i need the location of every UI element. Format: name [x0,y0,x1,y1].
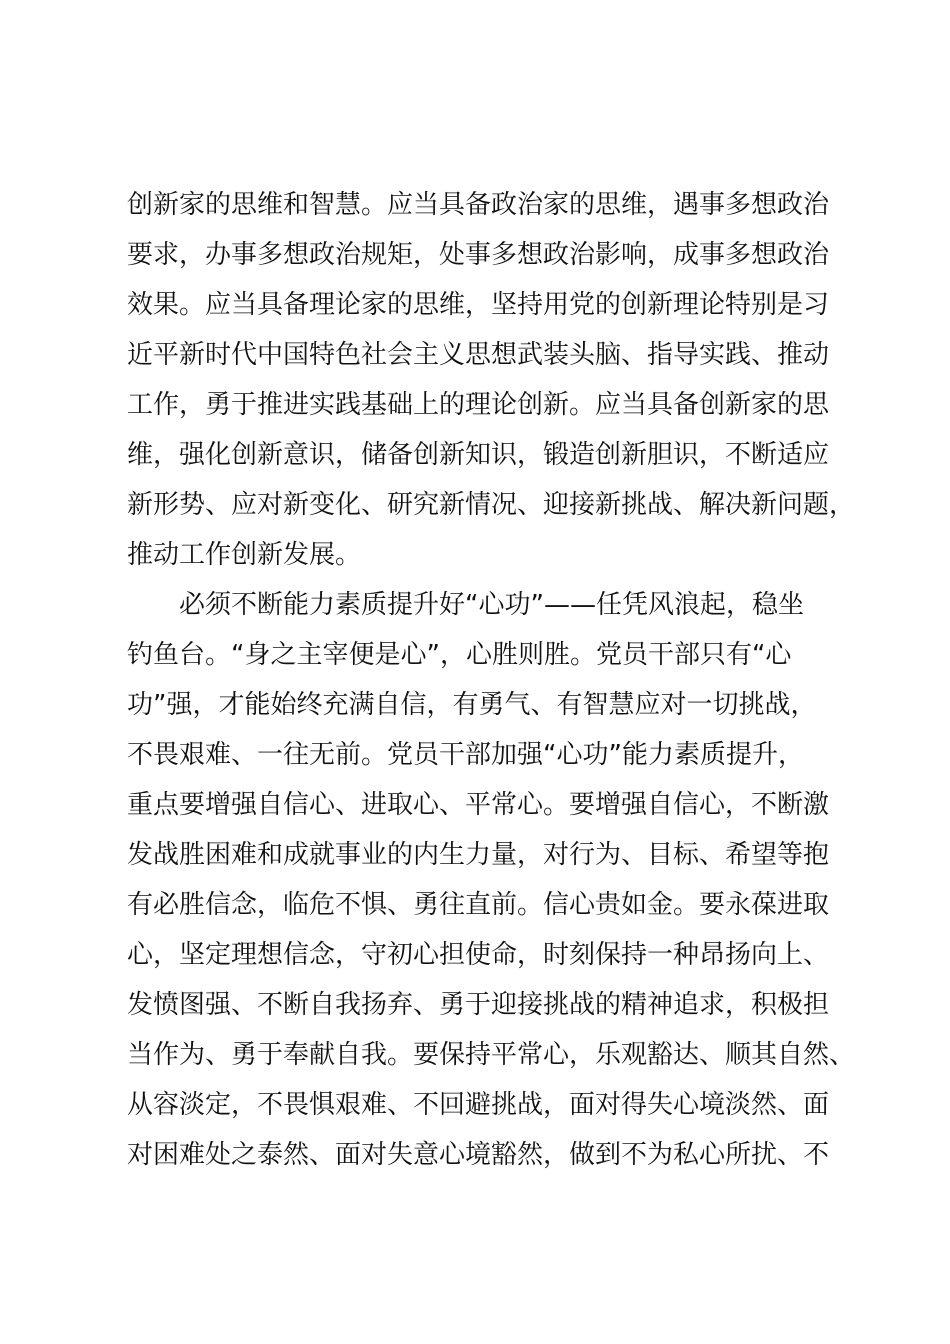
text-line: 要求，办事多想政治规矩，处事多想政治影响，成事多想政治 [127,240,830,270]
text-line: 创新家的思维和智慧。应当具备政治家的思维，遇事多想政治 [127,190,830,220]
text-line: 从容淡定，不畏惧艰难、不回避挑战，面对得失心境淡然、面 [127,1090,830,1120]
text-line: 当作为、勇于奉献自我。要保持平常心，乐观豁达、顺其自然、 [127,1040,856,1070]
text-line: 功”强，才能始终充满自信，有勇气、有智慧应对一切挑战， [127,690,817,720]
text-line: 钓鱼台。“身之主宰便是心”，心胜则胜。党员干部只有“心 [127,640,792,670]
text-line: 工作，勇于推进实践基础上的理论创新。应当具备创新家的思 [127,390,830,420]
text-line: 发战胜困难和成就事业的内生力量，对行为、目标、希望等抱 [127,840,830,870]
text-line: 推动工作创新发展。 [127,540,362,570]
text-line: 有必胜信念，临危不惧、勇往直前。信心贵如金。要永葆进取 [127,890,830,920]
paragraph-first-line: 必须不断能力素质提升好“心功”——任凭风浪起，稳坐 [179,590,804,620]
text-line: 心，坚定理想信念，守初心担使命，时刻保持一种昂扬向上、 [127,940,830,970]
text-line: 新形势、应对新变化、研究新情况、迎接新挑战、解决新问题， [127,490,856,520]
text-line: 重点要增强自信心、进取心、平常心。要增强自信心，不断激 [127,790,830,820]
text-line: 效果。应当具备理论家的思维，坚持用党的创新理论特别是习 [127,290,830,320]
text-line: 发愤图强、不断自我扬弃、勇于迎接挑战的精神追求，积极担 [127,990,830,1020]
text-line: 近平新时代中国特色社会主义思想武装头脑、指导实践、推动 [127,340,830,370]
body-text [127,180,867,1180]
text-line: 对困难处之泰然、面对失意心境豁然，做到不为私心所扰、不 [127,1140,830,1170]
text-line: 维，强化创新意识，储备创新知识，锻造创新胆识，不断适应 [127,440,830,470]
text-line: 不畏艰难、一往无前。党员干部加强“心功”能力素质提升， [127,740,804,770]
